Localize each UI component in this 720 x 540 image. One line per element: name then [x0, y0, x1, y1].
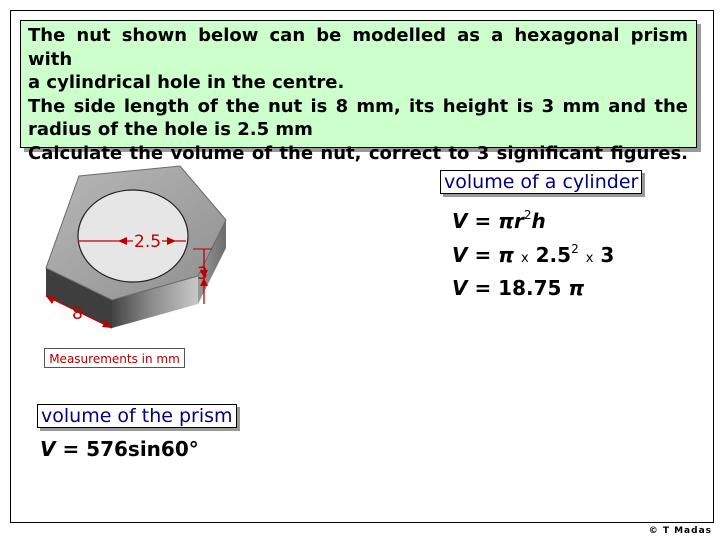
- side-label: 8: [72, 304, 83, 324]
- prism-formula-line-1: V = 576sin60°: [40, 437, 199, 461]
- question-line-5: Calculate the volume of the nut, correct to 3 significant figures.: [28, 142, 688, 164]
- pi-symbol: π: [568, 276, 585, 300]
- pi-symbol: π: [498, 209, 514, 233]
- measurements-note: Measurements in mm: [44, 348, 185, 368]
- pi-symbol: π: [498, 243, 514, 267]
- height-label: 3: [197, 264, 208, 284]
- question-line-1: The nut shown below can be modelled as a hexagonal prism with: [28, 25, 688, 70]
- radius-label: 2.5: [134, 232, 162, 252]
- cylinder-formula-line-2: V = π x $2.5^2$ x 3: [452, 242, 615, 267]
- cylinder-formula-line-1: $V = \pi r^2h$: [452, 208, 546, 233]
- question-line-2: a cylindrical hole in the centre.: [28, 72, 345, 93]
- copyright-notice: © T Madas: [648, 526, 712, 536]
- question-line-3: The side length of the nut is 8 mm, its height is 3 mm and the: [28, 95, 688, 117]
- prism-heading: volume of the prism: [37, 404, 237, 428]
- cylinder-heading: volume of a cylinder: [440, 170, 642, 194]
- cylinder-formula-line-3: V = 18.75 π: [452, 276, 585, 300]
- question-line-4: radius of the hole is 2.5 mm: [28, 119, 313, 140]
